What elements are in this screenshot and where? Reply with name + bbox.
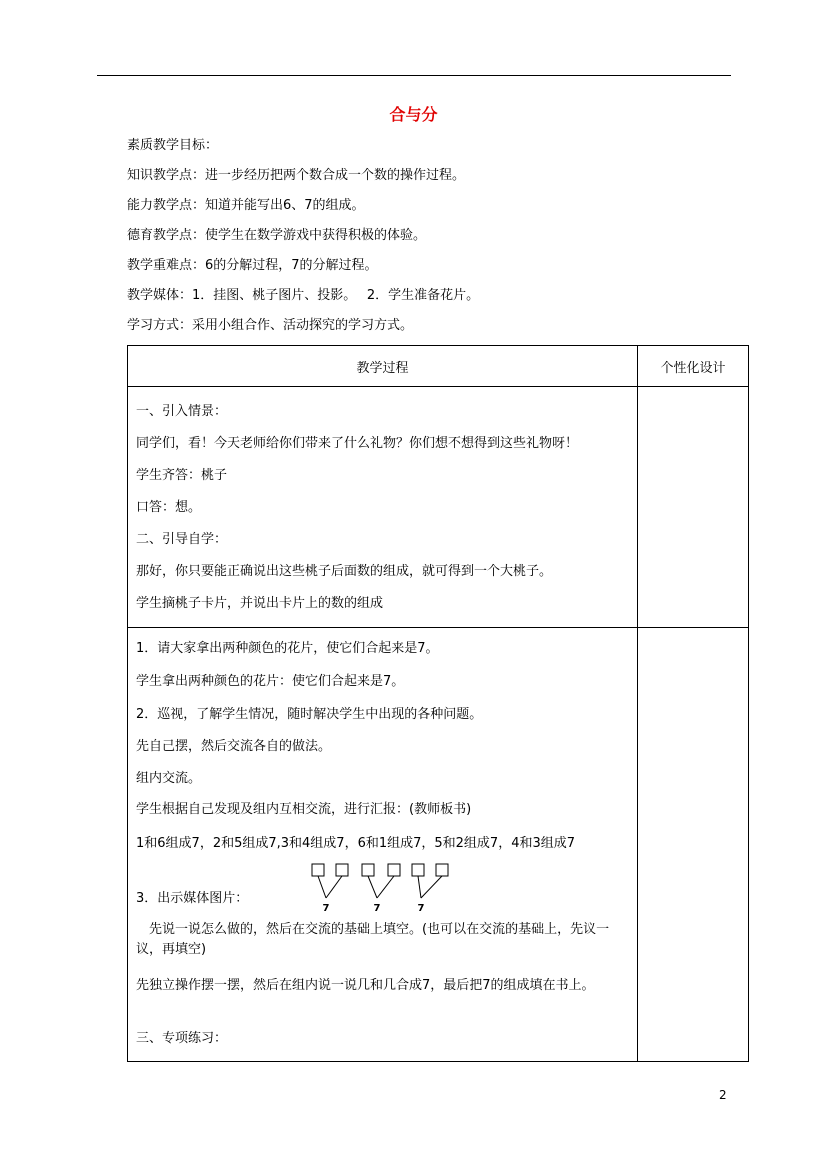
process-cell-2 [128, 628, 638, 1062]
text-line: 那好，你只要能正确说出这些桃子后面数的组成，就可得到一个大桃子。 [136, 564, 553, 579]
text-line: 口答：想。 [136, 500, 202, 515]
column-header-design: 个性化设计 [638, 346, 749, 387]
box-shape [412, 864, 424, 876]
text-line: 学生根据自己发现及组内互相交流，进行汇报：(教师板书) [136, 802, 472, 817]
text-line: 二、引导自学： [136, 532, 228, 547]
page-title: 合与分 [389, 105, 438, 124]
sum-number: 7 [373, 903, 381, 914]
intro-line: 素质教学目标： [127, 138, 219, 153]
text-line: 学生齐答：桃子 [136, 468, 228, 483]
box-shape [362, 864, 374, 876]
text-paragraph: 先说一说怎么做的，然后在交流的基础上填空。(也可以在交流的基础上，先议一议，再填空) [136, 922, 610, 957]
text-line: 1．请大家拿出两种颜色的花片，使它们合起来是7。 [136, 641, 439, 656]
text-paragraph: 先独立操作摆一摆，然后在组内说一说几和几合成7，最后把7的组成填在书上。 [136, 978, 595, 993]
sum-number: 7 [322, 903, 330, 914]
text-line: 三、专项练习： [136, 1031, 228, 1046]
text-paragraph: 1和6组成7，2和5组成7,3和4组成7，6和1组成7，5和2组成7，4和3组成7 [136, 836, 576, 851]
intro-line: 能力教学点：知道并能写出6、7的组成。 [127, 198, 365, 213]
box-shape [388, 864, 400, 876]
sum-number: 7 [417, 903, 425, 914]
text-line: 学生摘桃子卡片，并说出卡片上的数的组成 [136, 596, 384, 611]
text-line: 3．出示媒体图片： [136, 891, 249, 906]
header-rule [97, 75, 731, 76]
text-line: 先自己摆，然后交流各自的做法。 [136, 739, 332, 754]
intro-line: 教学重难点：6的分解过程，7的分解过程。 [127, 258, 378, 273]
design-cell-2 [638, 628, 749, 1062]
box-shape [436, 864, 448, 876]
box-shape [312, 864, 324, 876]
text-line: 2．巡视，了解学生情况，随时解决学生中出现的各种问题。 [136, 707, 483, 722]
text-line: 同学们，看！今天老师给你们带来了什么礼物？你们想不想得到这些礼物呀！ [136, 436, 579, 451]
intro-line: 知识教学点：进一步经历把两个数合成一个数的操作过程。 [127, 168, 466, 183]
column-header-process: 教学过程 [128, 346, 638, 387]
intro-line: 学习方式：采用小组合作、活动探究的学习方式。 [127, 318, 414, 333]
process-cell-1 [128, 387, 638, 628]
design-cell-1 [638, 387, 749, 628]
text-line: 组内交流。 [136, 771, 202, 786]
box-shape [336, 864, 348, 876]
lesson-table [127, 345, 749, 1062]
text-line: 一、引入情景： [136, 404, 228, 419]
composition-diagram [304, 860, 464, 920]
intro-line: 德育教学点：使学生在数学游戏中获得积极的体验。 [127, 228, 427, 243]
text-line: 学生拿出两种颜色的花片：使它们合起来是7。 [136, 674, 405, 689]
intro-line: 教学媒体：1．挂图、桃子图片、投影。 2．学生准备花片。 [127, 288, 480, 303]
page-number: 2 [719, 1088, 727, 1102]
